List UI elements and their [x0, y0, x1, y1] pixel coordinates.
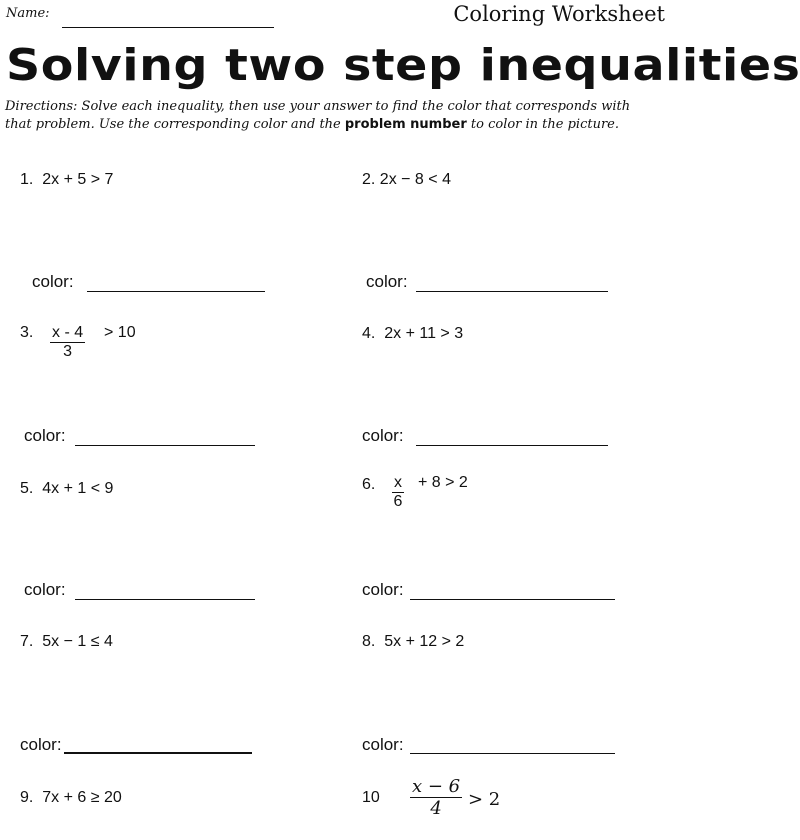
problem-number: 4.	[362, 325, 376, 342]
directions-text	[5, 98, 645, 134]
color-label: color:	[32, 272, 74, 291]
problem-10-rest: > 2	[468, 789, 501, 810]
fraction-denominator: 3	[63, 343, 73, 360]
problem-number: 1.	[20, 171, 34, 188]
problem-6-fraction	[392, 474, 404, 511]
problem-3-number: 3.	[20, 324, 34, 341]
name-field-line[interactable]	[62, 27, 274, 28]
problem-number: 5.	[20, 480, 34, 497]
color-label: color:	[366, 272, 408, 291]
problem-expression: 2x − 8 < 4	[379, 171, 451, 188]
fraction-numerator: x − 6	[412, 776, 461, 797]
problem-4	[362, 325, 463, 343]
problem-number: 2.	[362, 171, 376, 188]
problem-10-fraction	[410, 776, 462, 819]
color-label: color:	[362, 580, 404, 599]
directions-part-2: to color in the picture.	[466, 117, 620, 132]
color-answer-line-6[interactable]	[410, 599, 615, 600]
color-label: color:	[24, 580, 66, 599]
color-label: color:	[362, 735, 404, 754]
fraction-denominator: 4	[430, 798, 442, 819]
problem-5	[20, 480, 113, 498]
problem-expression: 7x + 6 ≥ 20	[42, 789, 122, 806]
problem-expression: 5x + 12 > 2	[384, 633, 465, 650]
color-answer-line-8[interactable]	[410, 753, 615, 754]
worksheet-title: Coloring Worksheet	[453, 2, 665, 26]
directions-bold: problem number	[344, 117, 467, 132]
problem-10-number: 10	[362, 789, 380, 806]
problem-number: 7.	[20, 633, 34, 650]
color-answer-line-3[interactable]	[75, 445, 255, 446]
problem-expression: 4x + 1 < 9	[42, 480, 114, 497]
problem-6-number: 6.	[362, 476, 376, 493]
problem-7	[20, 633, 113, 651]
problem-1	[20, 171, 113, 189]
name-label: Name:	[6, 6, 50, 21]
problem-2	[362, 171, 451, 189]
page-title: Solving two step inequalities	[6, 40, 800, 91]
problem-number: 9.	[20, 789, 34, 806]
problem-3-rest: > 10	[104, 324, 136, 341]
problem-6-rest: + 8 > 2	[418, 474, 468, 491]
problem-number: 8.	[362, 633, 376, 650]
problem-8	[362, 633, 464, 651]
fraction-denominator: 6	[393, 493, 403, 510]
fraction-numerator: x	[394, 474, 402, 491]
directions-part-1: Directions: Solve each inequality, then use your answer to find the color that corresponds with that problem. Use the corresponding color and the	[5, 99, 631, 132]
problem-3-fraction	[50, 324, 85, 361]
color-label: color:	[20, 735, 62, 754]
problem-expression: 2x + 11 > 3	[384, 325, 464, 342]
problem-expression: 5x − 1 ≤ 4	[42, 633, 113, 650]
fraction-numerator: x - 4	[52, 324, 84, 341]
problem-expression: 2x + 5 > 7	[42, 171, 114, 188]
color-answer-line-1[interactable]	[87, 291, 265, 292]
color-answer-line-4[interactable]	[416, 445, 608, 446]
color-label: color:	[362, 426, 404, 445]
color-answer-line-5[interactable]	[75, 599, 255, 600]
problem-9	[20, 789, 122, 807]
color-answer-line-7[interactable]	[64, 752, 252, 754]
color-label: color:	[24, 426, 66, 445]
color-answer-line-2[interactable]	[416, 291, 608, 292]
